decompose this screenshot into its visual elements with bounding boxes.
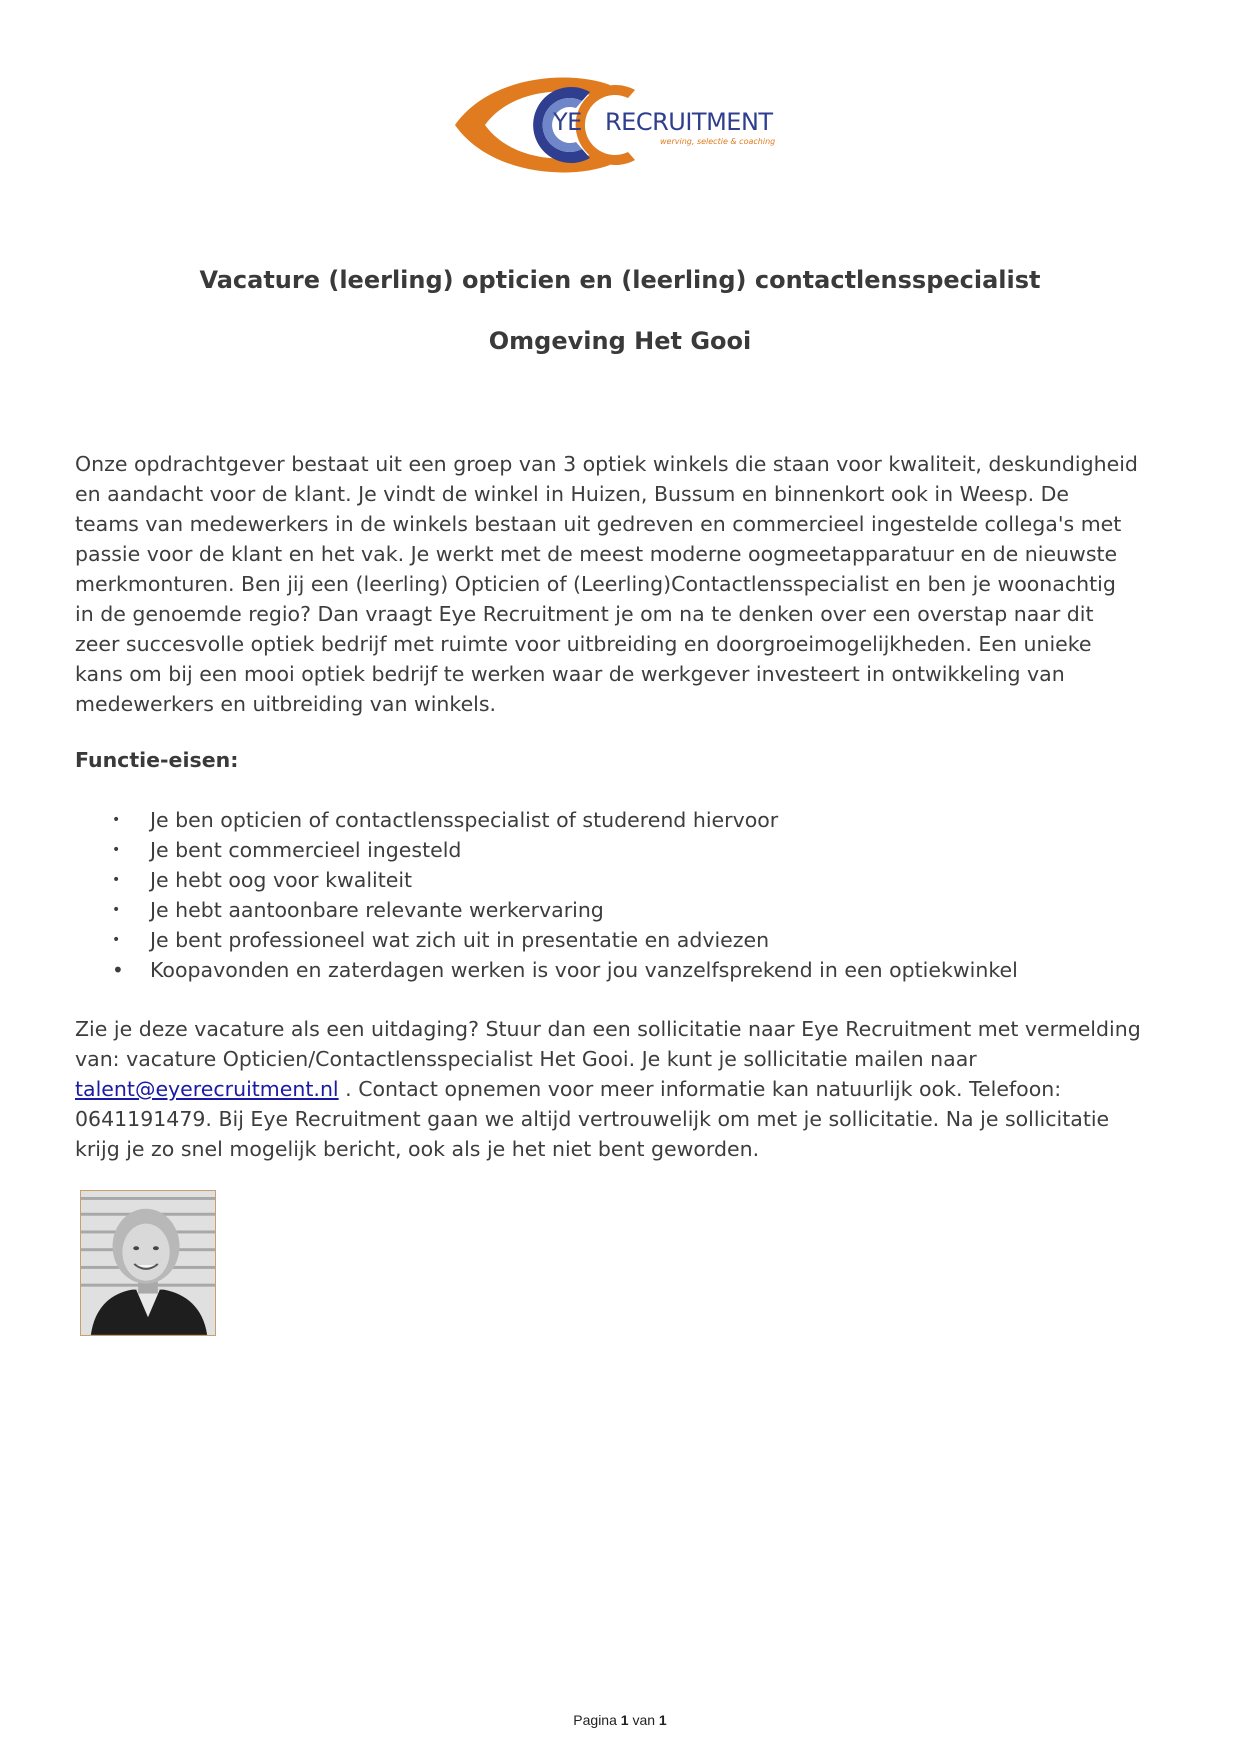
list-item bbox=[75, 805, 1170, 835]
bullet-icon: • bbox=[112, 872, 121, 888]
page-footer bbox=[0, 1712, 1240, 1728]
bullet-icon: • bbox=[112, 902, 121, 918]
bullet-icon: • bbox=[112, 812, 121, 828]
requirement-text: Koopavonden en zaterdagen werken is voor jou vanzelfsprekend in een optiekwinkel bbox=[150, 958, 1018, 982]
intro-line: in de genoemde regio? Dan vraagt Eye Recruitment je om na te denken over een overstap naar dit bbox=[75, 602, 1094, 626]
logo-tagline: werving, selectie & coaching bbox=[660, 137, 776, 146]
intro-line: merkmonturen. Ben jij een (leerling) Opticien of (Leerling)Contactlensspecialist en ben je woonachtig bbox=[75, 572, 1116, 596]
list-item bbox=[75, 835, 1170, 865]
footer-prefix: Pagina bbox=[573, 1712, 621, 1728]
list-item bbox=[75, 955, 1170, 985]
person-face bbox=[122, 1224, 169, 1281]
closing-line: krijg je zo snel mogelijk bericht, ook als je het niet bent geworden. bbox=[75, 1137, 760, 1161]
intro-line: medewerkers en uitbreiding van winkels. bbox=[75, 692, 497, 716]
requirement-text: Je hebt oog voor kwaliteit bbox=[150, 868, 413, 892]
requirement-text: Je ben opticien of contactlensspecialist of studerend hiervoor bbox=[150, 808, 779, 832]
intro-line: teams van medewerkers in de winkels bestaan uit gedreven en commercieel ingestelde collega's met bbox=[75, 512, 1122, 536]
list-item bbox=[75, 925, 1170, 955]
requirement-text: Je bent commercieel ingesteld bbox=[150, 838, 462, 862]
bullet-icon: • bbox=[112, 958, 124, 982]
closing-line: Zie je deze vacature als een uitdaging? Stuur dan een sollicitatie naar Eye Recruitment met vermelding bbox=[75, 1017, 1141, 1041]
requirements-list bbox=[75, 805, 1170, 985]
closing-line: van: vacature Opticien/Contactlensspecialist Het Gooi. Je kunt je sollicitatie mailen naar bbox=[75, 1047, 977, 1071]
bullet-icon: • bbox=[112, 842, 121, 858]
email-link[interactable]: talent@eyerecruitment.nl bbox=[75, 1077, 339, 1101]
intro-paragraph bbox=[75, 449, 1170, 719]
footer-page-total: 1 bbox=[658, 1712, 667, 1728]
logo-letters: YE bbox=[553, 108, 582, 136]
footer-page-number: 1 bbox=[620, 1712, 629, 1728]
bullet-icon: • bbox=[112, 932, 121, 948]
list-item bbox=[75, 895, 1170, 925]
closing-line bbox=[75, 1074, 1170, 1104]
footer-middle: van bbox=[628, 1712, 659, 1728]
closing-line: 0641191479. Bij Eye Recruitment gaan we altijd vertrouwelijk om met je sollicitatie. Na je sollicitatie bbox=[75, 1107, 1110, 1131]
requirement-text: Je bent professioneel wat zich uit in presentatie en adviezen bbox=[150, 928, 770, 952]
intro-line: passie voor de klant en het vak. Je werkt met de meest moderne oogmeetapparatuur en de nieuwste bbox=[75, 542, 1118, 566]
closing-paragraph bbox=[75, 1014, 1170, 1164]
logo-wordmark: RECRUITMENT bbox=[605, 108, 773, 136]
recruiter-photo bbox=[80, 1190, 216, 1336]
page-subtitle: Omgeving Het Gooi bbox=[488, 327, 752, 355]
requirements-heading: Functie-eisen: bbox=[75, 748, 239, 772]
intro-line: zeer succesvolle optiek bedrijf met ruimte voor uitbreiding en doorgroeimogelijkheden. Een unieke bbox=[75, 632, 1092, 656]
intro-line: en aandacht voor de klant. Je vindt de winkel in Huizen, Bussum en binnenkort ook in Weesp. De bbox=[75, 482, 1070, 506]
requirement-text: Je hebt aantoonbare relevante werkervaring bbox=[150, 898, 604, 922]
page-title: Vacature (leerling) opticien en (leerling) contactlensspecialist bbox=[199, 266, 1041, 294]
list-item bbox=[75, 865, 1170, 895]
intro-line: kans om bij een mooi optiek bedrijf te werken waar de werkgever investeert in ontwikkeling van bbox=[75, 662, 1065, 686]
closing-line-rest: . Contact opnemen voor meer informatie kan natuurlijk ook. Telefoon: bbox=[338, 1077, 1062, 1101]
intro-line: Onze opdrachtgever bestaat uit een groep van 3 optiek winkels die staan voor kwaliteit, deskundigheid bbox=[75, 452, 1138, 476]
eye-recruitment-logo bbox=[450, 70, 800, 180]
